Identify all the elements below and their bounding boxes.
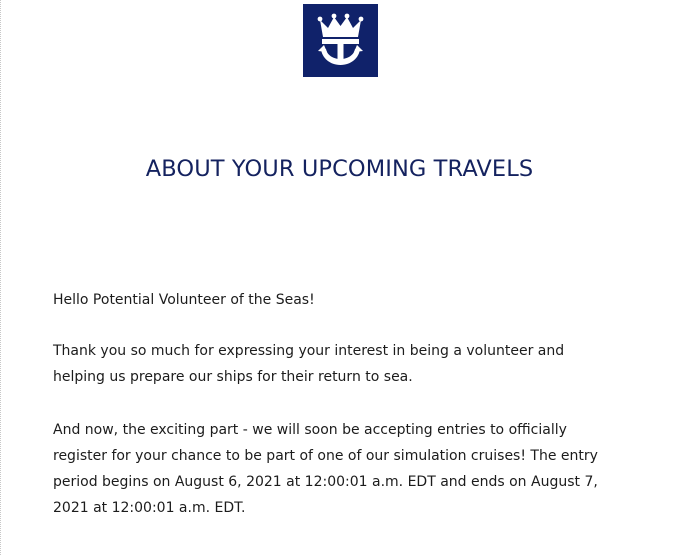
paragraph-entry-period [53, 417, 643, 521]
paragraph-line: And now, the exciting part - we will soon be accepting entries to officially [53, 422, 567, 438]
greeting-text [53, 287, 643, 313]
greeting-line: Hello Potential Volunteer of the Seas! [53, 292, 315, 308]
brand-logo [303, 4, 378, 77]
paragraph-line: Thank you so much for expressing your interest in being a volunteer and [53, 343, 565, 359]
crown-anchor-icon [303, 4, 378, 77]
paragraph-line: helping us prepare our ships for their return to sea. [53, 369, 413, 385]
page-title: ABOUT YOUR UPCOMING TRAVELS [145, 156, 534, 182]
paragraph-line: period begins on August 6, 2021 at 12:00:01 a.m. EDT and ends on August 7, [53, 474, 598, 490]
paragraph-thank-you [53, 338, 643, 390]
paragraph-line: register for your chance to be part of one of our simulation cruises! The entry [53, 448, 598, 464]
paragraph-line: 2021 at 12:00:01 a.m. EDT. [53, 500, 246, 516]
